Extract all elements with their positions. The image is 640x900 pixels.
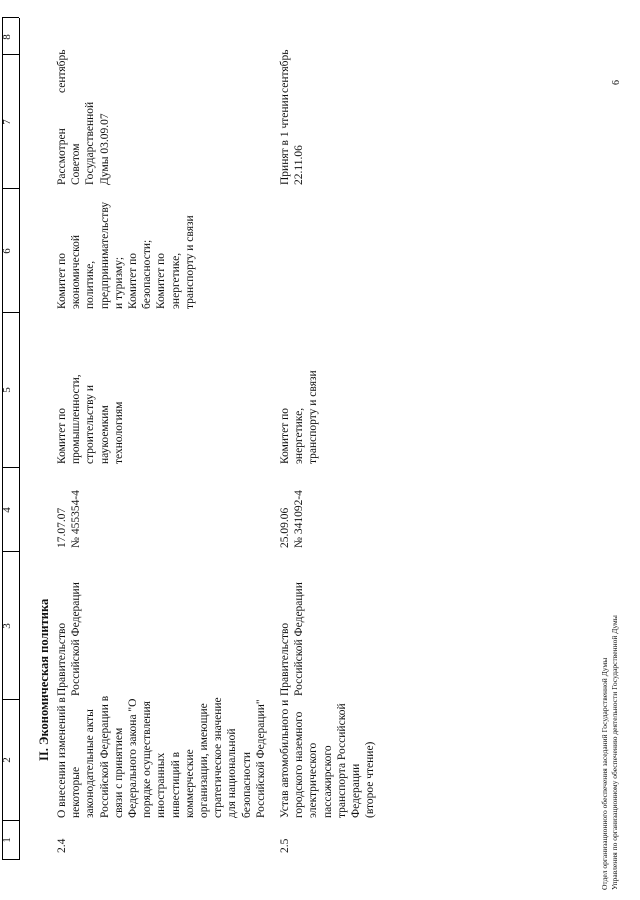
planned-month: сентябрь	[56, 49, 68, 93]
section-title: II. Экономическая политика	[37, 598, 51, 761]
column-number: 6	[1, 248, 13, 254]
column-number: 2	[1, 757, 13, 763]
header-row-border	[19, 18, 20, 860]
column-divider	[2, 820, 19, 821]
column-divider	[2, 551, 19, 552]
table-right-border	[2, 17, 19, 18]
bill-status: Рассмотрен Советом Государственной Думы 03.09.07	[56, 101, 111, 185]
column-number: 1	[1, 837, 13, 843]
bill-title: О внесении изменений в некоторые законодательные акты Российской Федерации в связи с принятием Федерального закона "О порядке осуществления иностранных инвестиций в коммерческие организации, имеющие стратегическое значение для национальной безопасности Российской Федерации"	[56, 695, 267, 818]
table-top-border	[2, 18, 3, 860]
column-number: 8	[1, 34, 13, 40]
page-number: 6	[611, 80, 622, 85]
column-divider	[2, 188, 19, 189]
column-divider	[2, 699, 19, 700]
bill-registration: 25.09.06 № 341092-4	[279, 490, 306, 548]
planned-month: сентябрь	[279, 49, 291, 93]
co-executor-committees: Комитет по экономической политике, предпринимательству и туризму; Комитет по безопасности; Комитет по энергетике, транспорту и связи	[56, 201, 196, 309]
column-number: 7	[1, 119, 13, 125]
bill-registration: 17.07.07 № 455354-4	[56, 490, 83, 548]
column-number: 5	[1, 387, 13, 393]
column-number: 3	[1, 623, 13, 629]
responsible-committee: Комитет по энергетике, транспорту и связи	[279, 370, 320, 464]
row-number: 2.4	[56, 838, 68, 853]
responsible-committee: Комитет по промышленности, строительству и наукоемким технологиям	[56, 374, 125, 464]
column-divider	[2, 312, 19, 313]
row-number: 2.5	[279, 838, 291, 853]
bill-author: Правительство Российской Федерации	[56, 582, 83, 696]
column-number: 4	[1, 507, 13, 513]
column-divider	[2, 467, 19, 468]
column-divider	[2, 54, 19, 55]
footer-line: Отдел организационного обеспечения заседаний Государственной Думы	[600, 657, 609, 890]
bill-status: Принят в 1 чтении 22.11.06	[279, 94, 306, 185]
table-left-border	[2, 859, 19, 860]
footer-line: Управления по организационному обеспечению деятельности Государственной Думы	[610, 615, 619, 890]
bill-title: Устав автомобильного и городского наземного электрического пассажирского транспорта Российской Федерации (второе чтение)	[279, 699, 377, 818]
bill-author: Правительство Российской Федерации	[279, 582, 306, 696]
